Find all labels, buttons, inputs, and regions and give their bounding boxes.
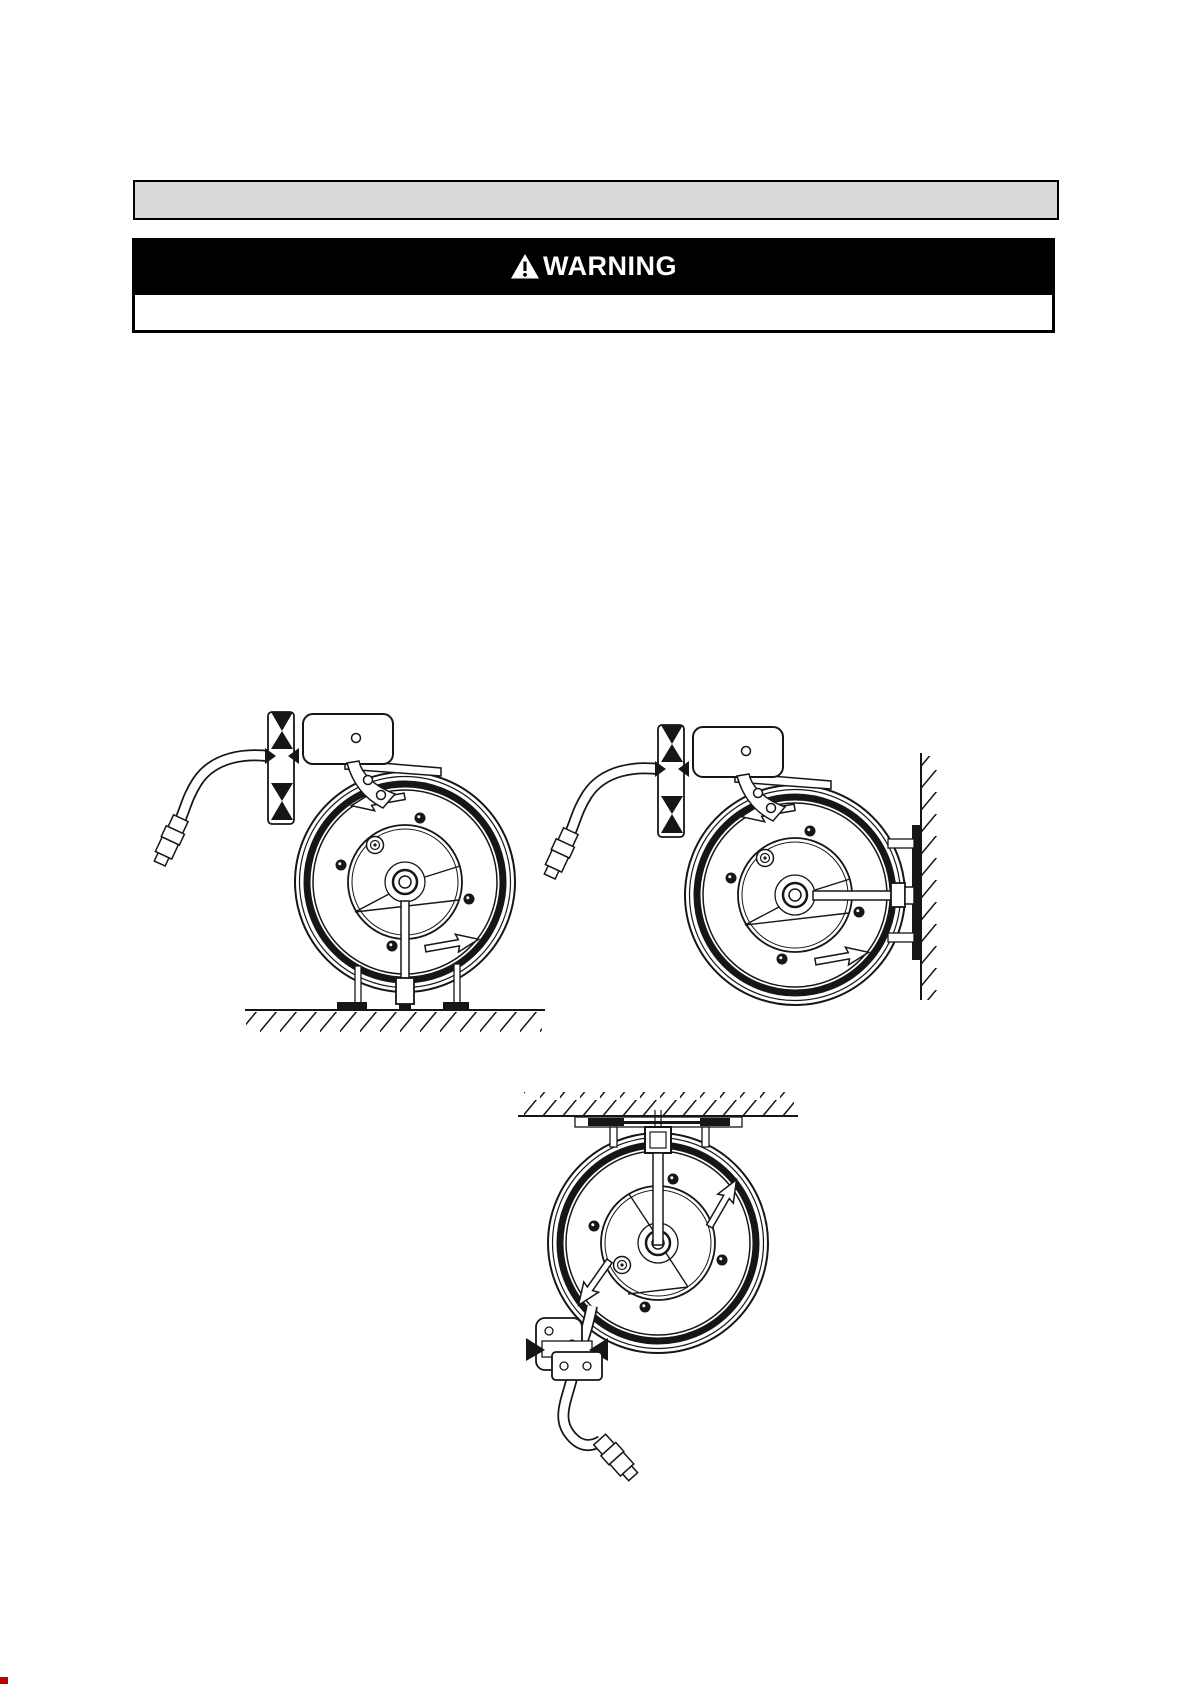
floor-mount-illustration	[150, 695, 565, 1040]
warning-box	[132, 238, 1055, 333]
floor-surface	[245, 1010, 545, 1032]
warning-note-box	[132, 295, 1055, 333]
warning-title: WARNING	[543, 251, 677, 281]
warning-triangle-icon	[510, 253, 540, 280]
section-header-bar	[133, 180, 1059, 220]
wall-surface	[921, 753, 940, 1000]
wall-mount-illustration	[505, 690, 945, 1010]
warning-banner	[132, 238, 1055, 295]
scan-artifact	[0, 1677, 8, 1684]
ceiling-mount-illustration	[480, 1085, 825, 1490]
ceiling-surface	[518, 1092, 798, 1116]
